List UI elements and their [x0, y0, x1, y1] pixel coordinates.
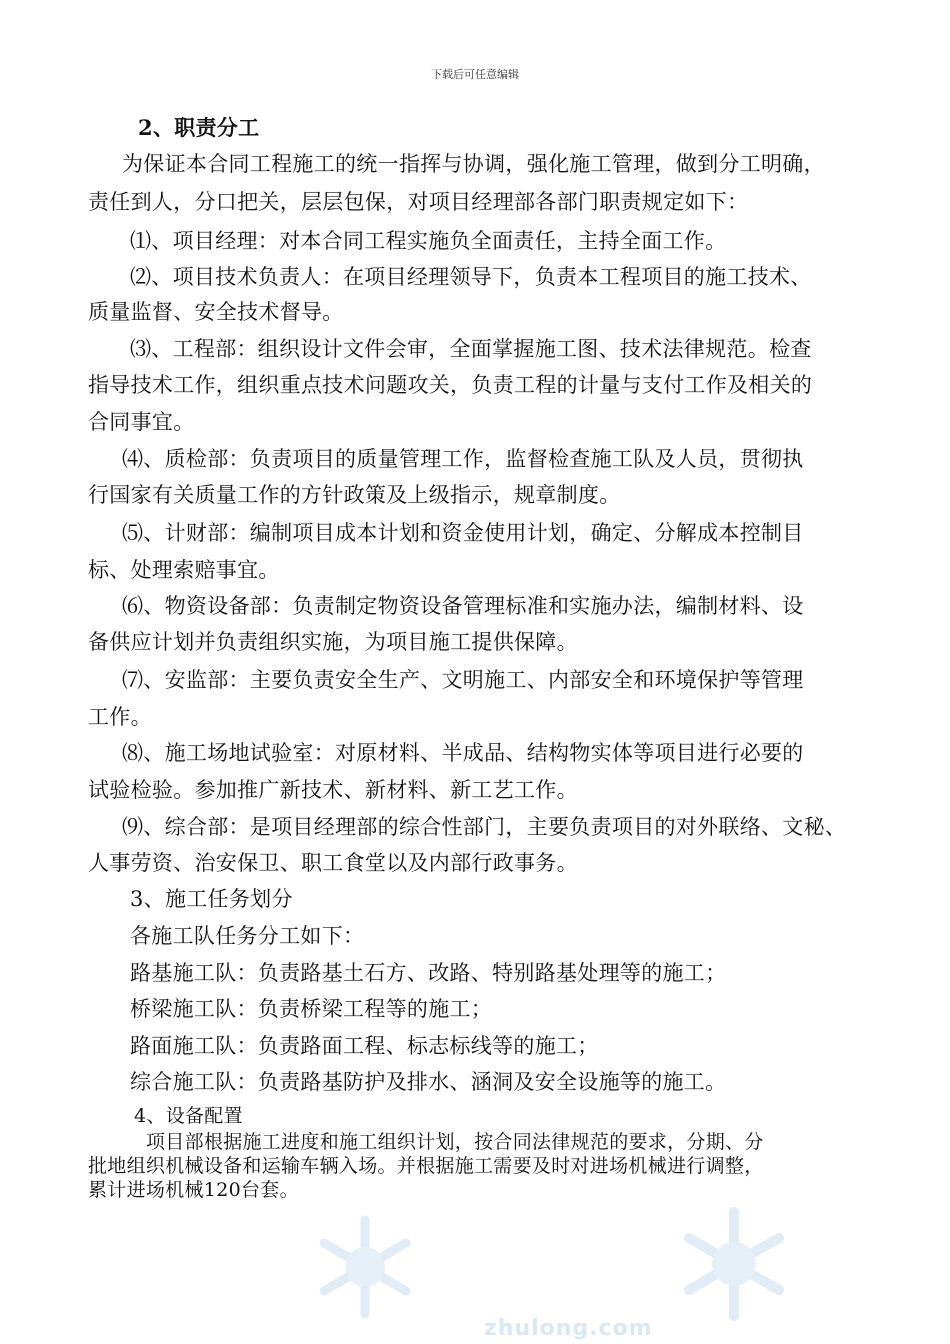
paragraph-line: 项目部根据施工进度和施工组织计划，按合同法律规范的要求，分期、分	[146, 1131, 764, 1153]
paragraph-line: 各施工队任务分工如下：	[130, 924, 365, 948]
paragraph-line: 备供应计划并负责组织实施，为项目施工提供保障。	[88, 630, 578, 654]
paragraph-line: 为保证本合同工程施工的统一指挥与协调，强化施工管理，做到分工明确，	[122, 152, 825, 176]
paragraph-line: 路面施工队：负责路面工程、标志标线等的施工；	[130, 1034, 599, 1058]
list-item: ⑼、综合部：是项目经理部的综合性部门，主要负责项目的对外联络、文秘、	[122, 815, 847, 839]
list-item: ⑹、物资设备部：负责制定物资设备管理标准和实施办法，编制材料、设	[122, 594, 804, 618]
list-item: ⑵、项目技术负责人：在项目经理领导下，负责本工程项目的施工技术、	[130, 265, 812, 289]
paragraph-line: 质量监督、安全技术督导。	[88, 300, 344, 324]
paragraph-line: 路基施工队：负责路基土石方、改路、特别路基处理等的施工；	[130, 961, 727, 985]
paragraph-line: 桥梁施工队：负责桥梁工程等的施工；	[130, 997, 493, 1021]
paragraph-line: 标、处理索赔事宜。	[88, 558, 280, 582]
paragraph-line: 试验检验。参加推广新技术、新材料、新工艺工作。	[88, 778, 578, 802]
paragraph-line: 责任到人，分口把关，层层包保，对项目经理部各部门职责规定如下：	[88, 190, 749, 214]
watermark-text: zhulong.com	[484, 1316, 653, 1341]
paragraph-line: 累计进场机械120台套。	[88, 1179, 299, 1201]
section-heading: 3、施工任务划分	[130, 887, 293, 911]
header-note: 下载后可任意编辑	[431, 68, 519, 81]
list-item: ⑶、工程部：组织设计文件会审，全面掌握施工图、技术法律规范。检查	[130, 337, 812, 361]
paragraph-line: 工作。	[88, 705, 152, 729]
paragraph-line: 批地组织机械设备和运输车辆入场。并根据施工需要及时对进场机械进行调整，	[88, 1155, 764, 1177]
list-item: ⑸、计财部：编制项目成本计划和资金使用计划，确定、分解成本控制目	[122, 521, 804, 545]
list-item: ⑴、项目经理：对本合同工程实施负全面责任，主持全面工作。	[130, 229, 727, 253]
section-heading: 2、职责分工	[138, 115, 260, 140]
list-item: ⑷、质检部：负责项目的质量管理工作，监督检查施工队及人员，贯彻执	[122, 447, 804, 471]
list-item: ⑺、安监部：主要负责安全生产、文明施工、内部安全和环境保护等管理	[122, 668, 804, 692]
watermark-flake-icon	[310, 1212, 420, 1322]
paragraph-line: 合同事宜。	[88, 410, 195, 434]
paragraph-line: 人事劳资、治安保卫、职工食堂以及内部行政事务。	[88, 851, 578, 875]
section-heading: 4、设备配置	[134, 1105, 243, 1127]
list-item: ⑻、施工场地试验室：对原材料、半成品、结构物实体等项目进行必要的	[122, 741, 804, 765]
paragraph-line: 行国家有关质量工作的方针政策及上级指示，规章制度。	[88, 483, 621, 507]
paragraph-line: 综合施工队：负责路基防护及排水、涵洞及安全设施等的施工。	[130, 1070, 727, 1094]
watermark-flake-icon	[674, 1204, 794, 1324]
paragraph-line: 指导技术工作，组织重点技术问题攻关，负责工程的计量与支付工作及相关的	[88, 373, 813, 397]
